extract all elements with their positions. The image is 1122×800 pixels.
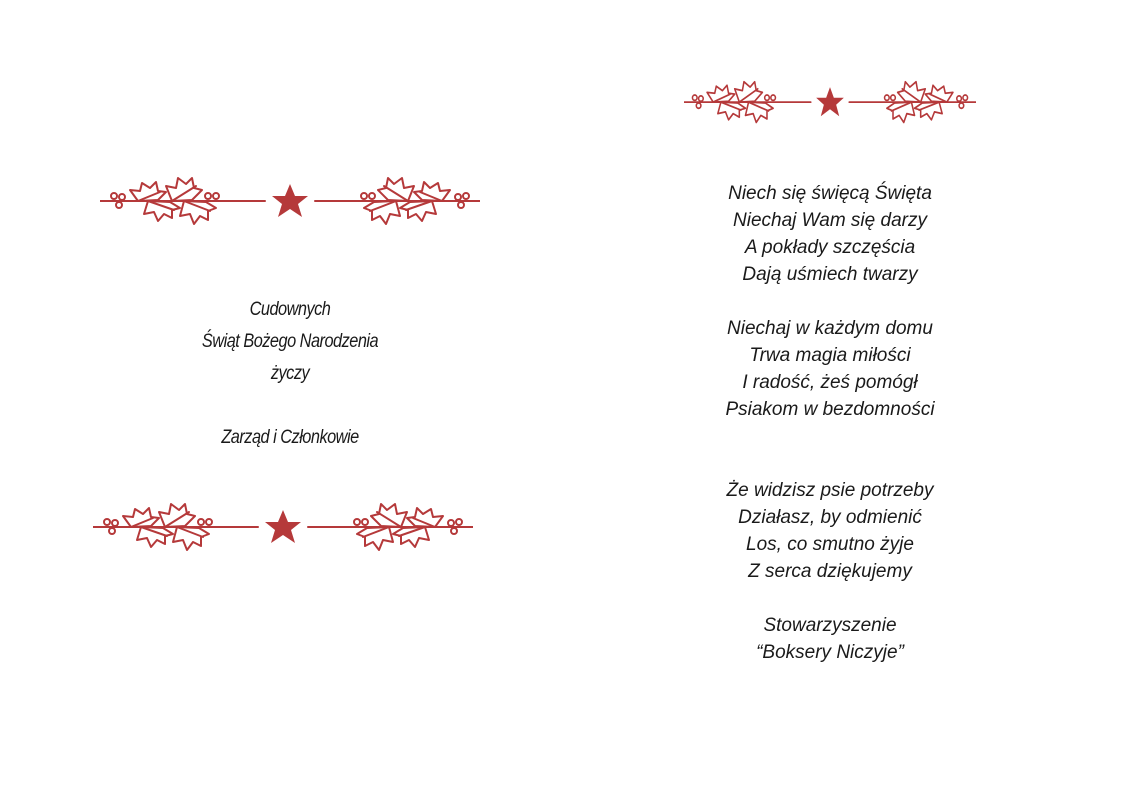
organization-name: “Boksery Niczyje” bbox=[756, 642, 904, 663]
holly-star-divider-icon bbox=[93, 502, 473, 554]
greeting-signature: Zarząd i Członkowie bbox=[221, 427, 359, 448]
poem-line: Niechaj Wam się darzy bbox=[733, 210, 927, 231]
poem-line: Że widzisz psie potrzeby bbox=[726, 480, 934, 501]
poem-text bbox=[660, 180, 1000, 666]
greeting-text bbox=[152, 294, 427, 454]
poem-line: Trwa magia miłości bbox=[749, 345, 911, 366]
greeting-line: Świąt Bożego Narodzenia bbox=[201, 331, 379, 352]
greeting-line: Cudownych bbox=[249, 299, 331, 320]
poem-line: I radość, żeś pomógł bbox=[742, 372, 918, 393]
poem-line: Psiakom w bezdomności bbox=[725, 399, 935, 420]
poem-line: Działasz, by odmienić bbox=[738, 507, 922, 528]
holly-star-divider-icon bbox=[684, 80, 976, 126]
poem-line: Niech się święcą Święta bbox=[728, 183, 932, 204]
poem-line: Z serca dziękujemy bbox=[748, 561, 912, 582]
poem-line: Niechaj w każdym domu bbox=[727, 318, 933, 339]
poem-line: Dają uśmiech twarzy bbox=[742, 264, 918, 285]
holly-star-divider-icon bbox=[100, 176, 480, 228]
organization-name: Stowarzyszenie bbox=[763, 615, 897, 636]
poem-line: A pokłady szczęścia bbox=[744, 237, 916, 258]
greeting-line: życzy bbox=[270, 363, 310, 384]
poem-line: Los, co smutno żyje bbox=[746, 534, 914, 555]
